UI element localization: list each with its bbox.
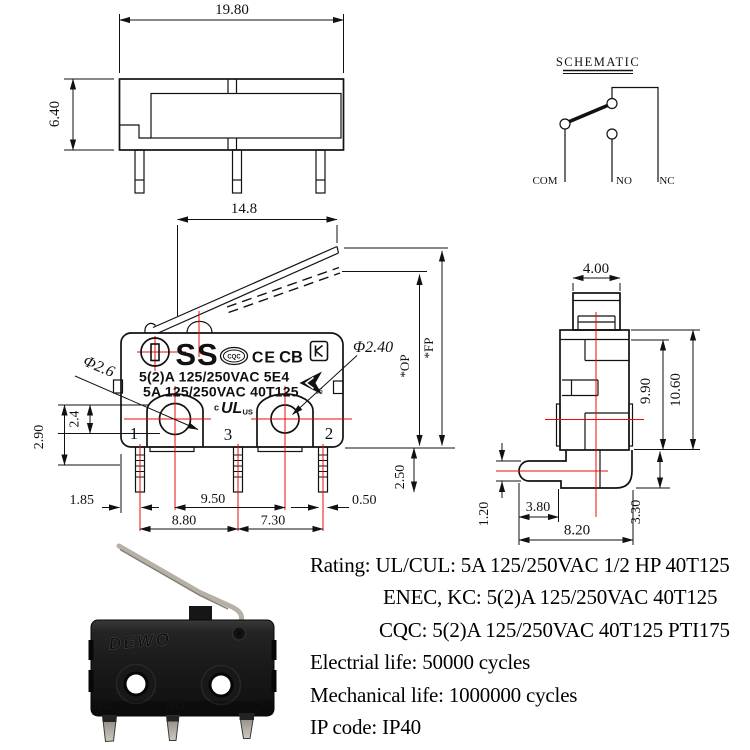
photo-brand: DEWO [107,629,173,654]
photo-label-no: NO [166,699,185,713]
dim-2-4: 2.4 [66,410,82,428]
dim-14-8: 14.8 [230,201,258,217]
spec-mechanical-life: Mechanical life: 1000000 cycles [310,682,578,707]
cqc-logo [221,348,248,365]
front-pins [136,447,328,492]
svg-text:UL: UL [221,400,243,417]
svg-text:US: US [242,407,253,417]
dim-9-50: 9.50 [200,492,226,507]
arrow-15-mark [300,372,323,396]
photo-hole-right [210,674,232,696]
svg-text:15: 15 [315,388,323,396]
side-centerlines [496,312,644,517]
front-view [114,247,353,532]
dim-8-80: 8.80 [171,513,197,529]
ul-recognized-mark [214,400,253,417]
spec-electrical-life: Electrial life: 50000 cycles [310,650,531,675]
spec-rating-enec-kc: ENEC, KC: 5(2)A 125/250VAC 40T125 [383,585,718,610]
top-view-outline [120,79,344,193]
dim-1-20: 1.20 [477,501,492,527]
spec-rating-cqc: CQC: 5(2)A 125/250VAC 40T125 PTI175 [379,617,730,642]
spec-ip-code: IP code: IP40 [310,715,421,740]
dim-6-40: 6.40 [47,100,63,128]
dim-10-60: 10.60 [668,373,684,407]
photo-hole-left [125,673,147,695]
schematic-lever [570,106,608,122]
pin-number-1: 1 [129,424,139,443]
side-view [496,293,644,517]
top-view-dimensions [47,2,344,150]
front-view-dimensions [32,201,455,529]
dim-3-80: 3.80 [525,500,551,515]
dim-fp: *FP [421,337,436,359]
ce-mark: CE [251,349,277,367]
rating-line-1: 5(2)A 125/250VAC 5E4 [139,368,290,385]
dim-3-30: 3.30 [629,499,644,525]
top-view-pins [135,150,325,193]
schematic [532,55,674,187]
dia-2-40-label: Φ2.40 [353,339,394,356]
cb-mark: CB [279,348,303,367]
dim-4-00: 4.00 [582,261,610,277]
terminal-com: COM [532,175,558,187]
dim-9-90: 9.90 [638,377,654,405]
brand-mark: SS [175,337,219,372]
dim-2-50: 2.50 [393,464,408,490]
dim-19-80: 19.80 [215,2,249,18]
photo-label-nc: NC [94,698,113,712]
pin-number-2: 2 [324,424,334,443]
dim-0-50: 0.50 [352,493,377,508]
dim-1-85: 1.85 [69,493,94,508]
side-view-dimensions [477,261,700,545]
photo-label-c: C [260,696,270,710]
dim-7-30: 7.30 [260,513,286,529]
svg-text:CQC: CQC [227,354,241,361]
dim-2-90: 2.90 [32,424,47,450]
terminal-nc: NC [659,175,675,187]
spec-text-block [310,549,748,743]
product-photo [89,546,277,742]
dim-8-20: 8.20 [563,522,591,539]
lever [153,247,340,334]
rating-line-2: 5A 125/250VAC 40T125 [143,383,299,400]
pin-number-3: 3 [223,425,233,444]
kc-mark [311,342,328,361]
photo-pins [103,714,255,742]
schematic-title: SCHEMATIC [555,55,641,69]
svg-text:c: c [214,402,220,413]
spec-rating-ul: Rating: UL/CUL: 5A 125/250VAC 1/2 HP 40T125 [310,553,730,577]
dim-op: *OP [397,354,412,378]
terminal-no: NO [616,175,632,187]
dia-2-6-label: Φ2.6 [80,352,117,381]
